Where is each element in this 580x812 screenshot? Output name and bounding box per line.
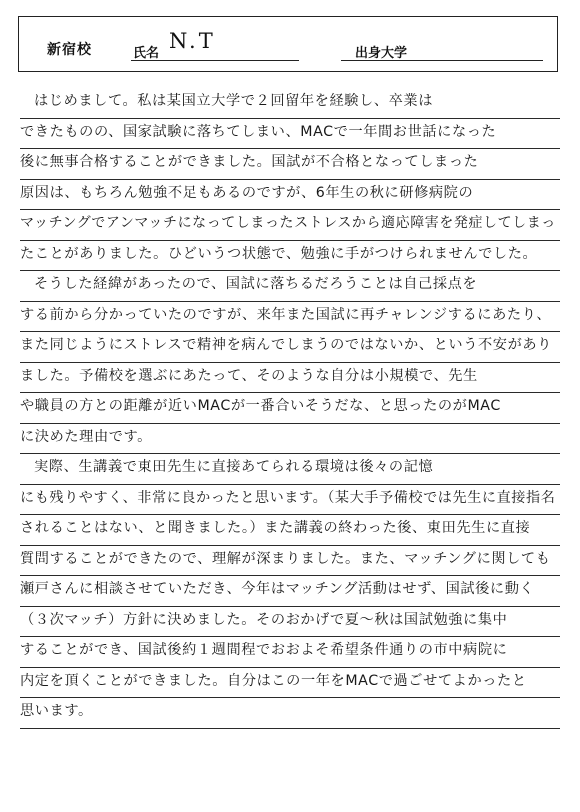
essay-body xyxy=(20,88,560,729)
essay-line: そうした経緯があったので、国試に落ちるだろうことは自己採点を xyxy=(20,271,560,302)
header-box xyxy=(18,16,558,72)
essay-line: ました。予備校を選ぶにあたって、そのような自分は小規模で、先生 xyxy=(20,363,560,394)
school-name: 新宿校 xyxy=(47,42,92,58)
essay-line: することができ、国試後約１週間程でおおよそ希望条件通りの市中病院に xyxy=(20,637,560,668)
essay-line: はじめまして。私は某国立大学で２回留年を経験し、卒業は xyxy=(20,88,560,119)
essay-line: 瀬戸さんに相談させていただき、今年はマッチング活動はせず、国試後に動く xyxy=(20,576,560,607)
university-label: 出身大学 xyxy=(355,46,408,61)
name-value: N.T xyxy=(169,29,216,53)
essay-line: また同じようにストレスで精神を病んでしまうのではないか、という不安があり xyxy=(20,332,560,363)
university-underline xyxy=(341,60,543,61)
essay-line: 質問することができたので、理解が深まりました。また、マッチングに関しても xyxy=(20,546,560,577)
name-underline xyxy=(131,60,299,61)
essay-line: にも残りやすく、非常に良かったと思います。（某大手予備校では先生に直接指名 xyxy=(20,485,560,516)
essay-line: 思います。 xyxy=(20,698,560,729)
essay-line: されることはない、と聞きました。）また講義の終わった後、東田先生に直接 xyxy=(20,515,560,546)
essay-line: たことがありました。ひどいうつ状態で、勉強に手がつけられませんでした。 xyxy=(20,241,560,272)
name-label: 氏名 xyxy=(133,46,160,61)
essay-line: 原因は、もちろん勉強不足もあるのですが、6年生の秋に研修病院の xyxy=(20,180,560,211)
essay-line: 後に無事合格することができました。国試が不合格となってしまった xyxy=(20,149,560,180)
essay-line: 実際、生講義で東田先生に直接あてられる環境は後々の記憶 xyxy=(20,454,560,485)
essay-line: に決めた理由です。 xyxy=(20,424,560,455)
essay-line: マッチングでアンマッチになってしまったストレスから適応障害を発症してしまっ xyxy=(20,210,560,241)
essay-line: できたものの、国家試験に落ちてしまい、MACで一年間お世話になった xyxy=(20,119,560,150)
essay-line: する前から分かっていたのですが、来年また国試に再チャレンジするにあたり、 xyxy=(20,302,560,333)
essay-line: （３次マッチ）方針に決めました。そのおかげで夏～秋は国試勉強に集中 xyxy=(20,607,560,638)
essay-line: や職員の方との距離が近いMACが一番合いそうだな、と思ったのがMAC xyxy=(20,393,560,424)
essay-line: 内定を頂くことができました。自分はこの一年をMACで過ごせてよかったと xyxy=(20,668,560,699)
